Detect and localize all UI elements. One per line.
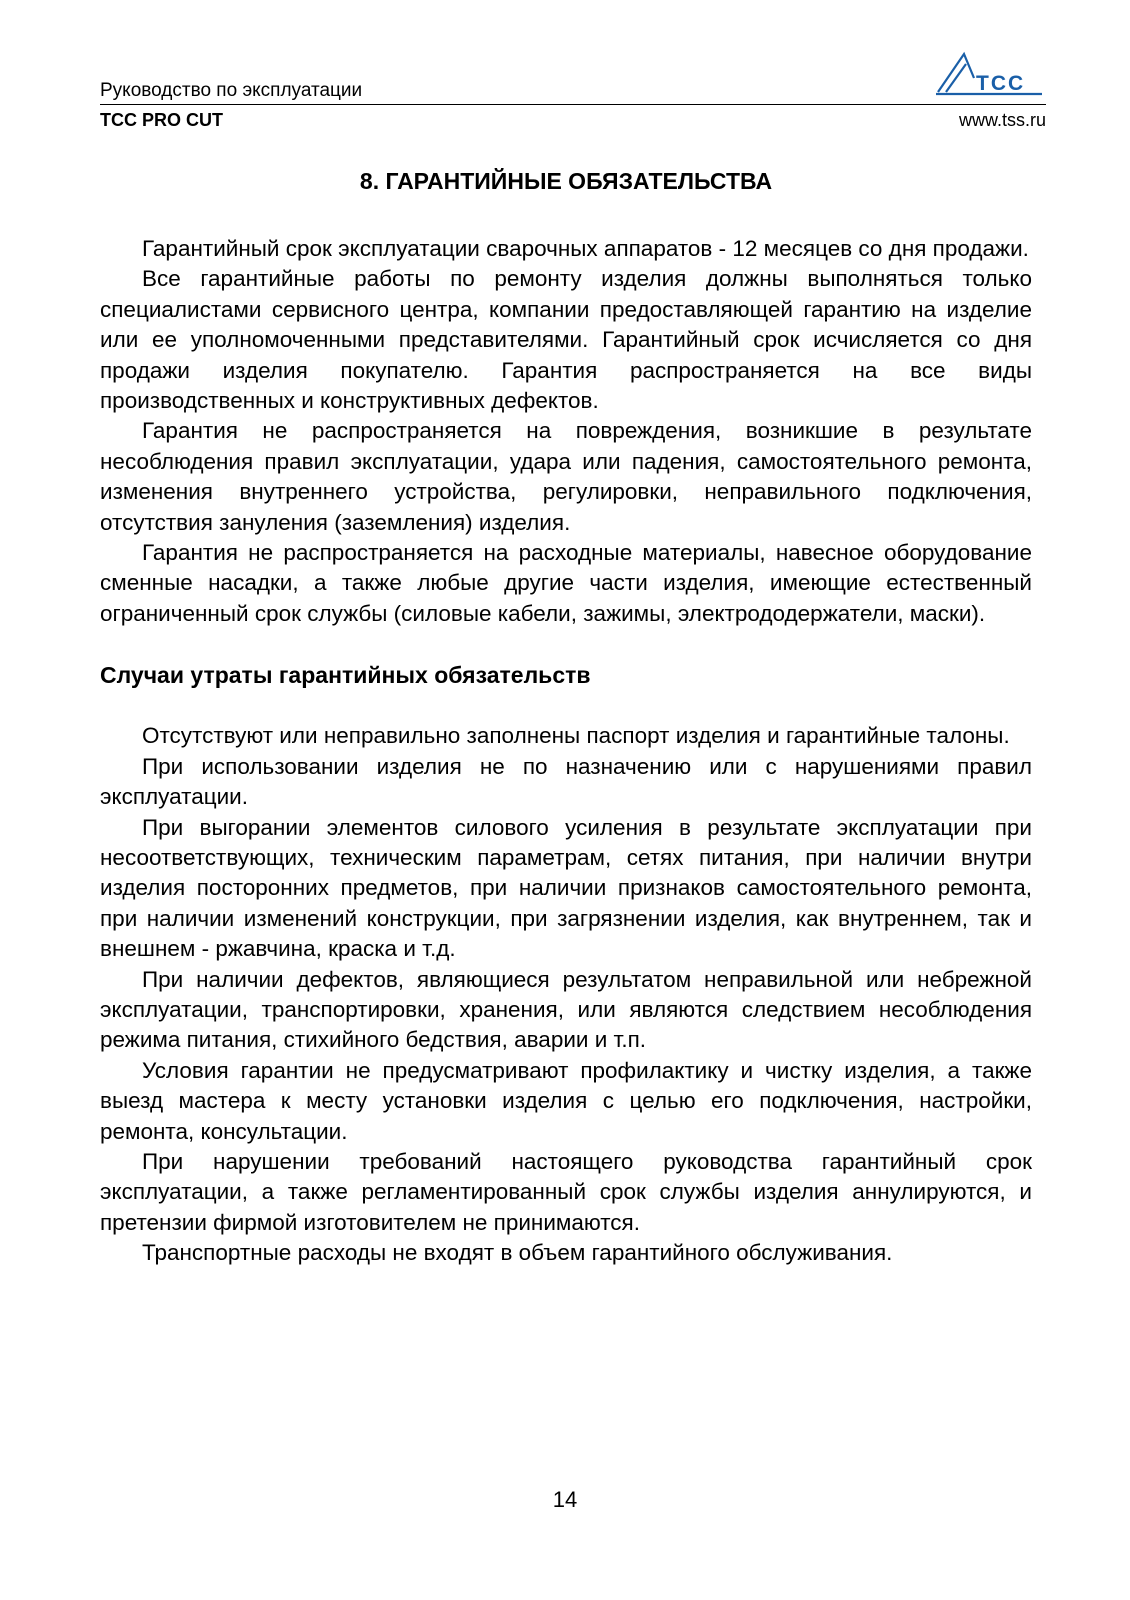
logo-text: ТСС xyxy=(976,72,1026,95)
paragraph-loss-documents: Отсутствуют или неправильно заполнены паспорт изделия и гарантийные талоны. xyxy=(142,723,1010,749)
product-name: ТСС PRO CUT xyxy=(100,110,223,130)
tss-logo xyxy=(934,48,1046,100)
page-header xyxy=(100,58,1046,138)
page-content xyxy=(100,165,1032,1269)
header-divider xyxy=(100,104,1046,105)
website-link[interactable]: www.tss.ru xyxy=(958,110,1046,130)
paragraph-loss-violation: При нарушении требований настоящего руководства гарантийный срок эксплуатации, а также регламентированный срок службы изделия аннулируются, и претензии фирмой изготовителем не принимаются. xyxy=(100,1148,1032,1235)
paragraph-warranty-service: Все гарантийные работы по ремонту изделия должны выполняться только специалистами сервисного центра, компании предоставляющей гарантию на изделие или ее уполномоченными представителями. Гарантийный срок исчисляется со дня продажи изделия покупателю. Гарантия распространяется на все виды производственных и конструктивных дефектов. xyxy=(100,266,1032,414)
paragraph-warranty-period: Гарантийный срок эксплуатации сварочных аппаратов - 12 месяцев со дня продажи. xyxy=(142,236,1029,261)
paragraph-loss-defects: При наличии дефектов, являющиеся результатом неправильной или небрежной эксплуатации, транспортировки, хранения, или являются следствием несоблюдения режима питания, стихийного бедствия, аварии и т.п. xyxy=(100,966,1032,1053)
paragraph-warranty-exclusions-damage: Гарантия не распространяется на повреждения, возникшие в результате несоблюдения правил эксплуатации, удара или падения, самостоятельного ремонта, изменения внутреннего устройства, регулировки, неправильного подключения, отсутствия зануления (заземления) изделия. xyxy=(100,418,1032,535)
paragraph-loss-misuse: При использовании изделия не по назначению или с нарушениями правил эксплуатации. xyxy=(100,753,1032,810)
paragraph-loss-transport: Транспортные расходы не входят в объем гарантийного обслуживания. xyxy=(142,1240,893,1266)
page-number: 14 xyxy=(552,1487,578,1512)
paragraph-loss-maintenance: Условия гарантии не предусматривают профилактику и чистку изделия, а также выезд мастера к месту установки изделия с целью его подключения, настройки, ремонта, консультации. xyxy=(100,1057,1032,1144)
section-title: 8. ГАРАНТИЙНЫЕ ОБЯЗАТЕЛЬСТВА xyxy=(359,168,773,194)
paragraph-loss-burnout: При выгорании элементов силового усиления в результате эксплуатации при несоответствующих, техническим параметрам, сетях питания, при наличии внутри изделия посторонних предметов, при наличии признаков самостоятельного ремонта, при наличии изменений конструкции, при загрязнении изделия, как внутреннем, так и внешнем - ржавчина, краска и т.д. xyxy=(100,814,1032,962)
paragraph-warranty-exclusions-consumables: Гарантия не распространяется на расходные материалы, навесное оборудование сменные насадки, а также любые другие части изделия, имеющие естественный ограниченный срок службы (силовые кабели, зажимы, электрододержатели, маски). xyxy=(100,540,1032,626)
manual-title: Руководство по эксплуатации xyxy=(100,80,363,101)
subsection-title: Случаи утраты гарантийных обязательств xyxy=(100,662,591,689)
